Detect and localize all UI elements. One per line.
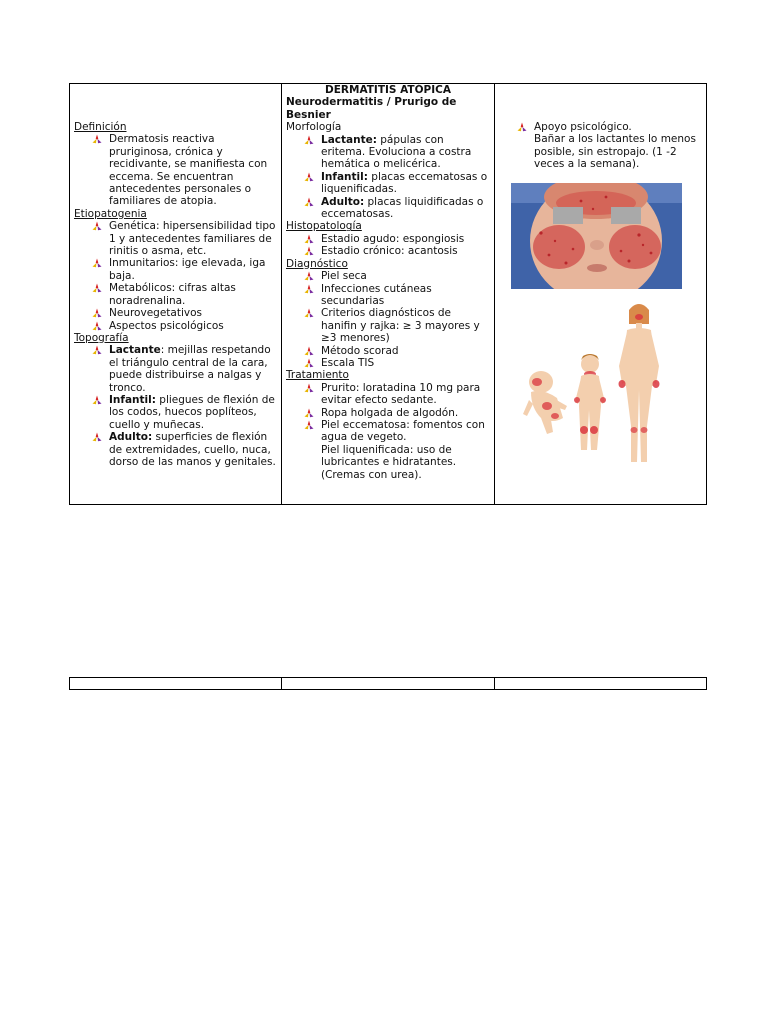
list-diagnostico [286, 270, 490, 369]
bullet-icon [304, 358, 314, 368]
list-etiopatogenia [74, 220, 277, 332]
heading-etiopatogenia: Etiopatogenia [74, 207, 147, 220]
list-item: Inmunitarios: ige elevada, iga baja. [109, 257, 277, 282]
bullet-icon [92, 345, 102, 355]
bullet-icon [304, 234, 314, 244]
list-morfologia [286, 134, 490, 221]
empty-table [69, 677, 707, 690]
empty-cell [70, 678, 282, 689]
list-item: Estadio agudo: espongiosis [321, 233, 490, 245]
heading-topografia: Topografía [74, 331, 129, 344]
body-distribution-figure [523, 302, 683, 470]
list-item: Ropa holgada de algodón. [321, 407, 490, 419]
list-item: Estadio crónico: acantosis [321, 245, 490, 257]
list-item: Aspectos psicológicos [109, 320, 277, 332]
list-topografia [74, 344, 277, 468]
heading-tratamiento: Tratamiento [286, 369, 349, 382]
heading-histopatologia: Histopatología [286, 220, 362, 233]
list-histopatologia [286, 233, 490, 258]
list-item: Metabólicos: cifras altas noradrenalina. [109, 282, 277, 307]
list-item: Adulto: superficies de flexión de extremidades, cuello, nuca, dorso de las manos y genitales. [109, 431, 277, 468]
bullet-icon [304, 172, 314, 182]
main-table [69, 83, 707, 505]
bullet-icon [304, 197, 314, 207]
bullet-icon [92, 395, 102, 405]
column-left [70, 84, 282, 504]
list-item: Adulto: placas liquidificadas o eccematosas. [321, 196, 490, 221]
column-middle [282, 84, 495, 504]
list-item: Infecciones cutáneas secundarias [321, 283, 490, 308]
bullet-icon [304, 135, 314, 145]
list-item: Método scorad [321, 345, 490, 357]
bullet-icon [92, 283, 102, 293]
list-definicion [74, 133, 277, 207]
bullet-icon [304, 246, 314, 256]
list-item: Criterios diagnósticos de hanifin y rajka: ≥ 3 mayores y ≥3 menores) [321, 307, 490, 344]
bullet-icon [517, 122, 527, 132]
cuidados-continuation: Bañar a los lactantes lo menos posible, sin estropajo. (1 -2 veces a la semana). [534, 133, 696, 171]
list-item: Apoyo psicológico. [534, 121, 702, 133]
empty-cell [495, 678, 706, 689]
list-item: Neurovegetativos [109, 307, 277, 319]
baby-face-photo [511, 183, 682, 289]
bullet-icon [304, 420, 314, 430]
heading-diagnostico: Diagnóstico [286, 257, 348, 270]
list-item: Lactante: mejillas respetando el triángulo central de la cara, puede distribuirse a nalgas y tronco. [109, 344, 277, 394]
list-item: Infantil: placas eccematosas o liquenificadas. [321, 171, 490, 196]
bullet-icon [92, 321, 102, 331]
bullet-icon [92, 432, 102, 442]
list-tratamiento [286, 382, 490, 444]
list-cuidados [499, 121, 702, 133]
list-item: Infantil: pliegues de flexión de los codos, huecos poplíteos, cuello y muñecas. [109, 394, 277, 431]
bullet-icon [304, 284, 314, 294]
bullet-icon [92, 134, 102, 144]
bullet-icon [304, 346, 314, 356]
bullet-icon [304, 308, 314, 318]
list-item: Prurito: loratadina 10 mg para evitar efecto sedante. [321, 382, 490, 407]
list-item: Genética: hipersensibilidad tipo 1 y antecedentes familiares de rinitis o asma, etc. [109, 220, 277, 257]
empty-cell [282, 678, 495, 689]
tratamiento-continuation: Piel liquenificada: uso de lubricantes e hidratantes. (Cremas con urea). [321, 443, 457, 481]
page-title: DERMATITIS ATÓPICA [325, 84, 451, 96]
page-subtitle: Neurodermatitis / Prurigo de Besnier [286, 96, 457, 121]
list-item: Piel seca [321, 270, 490, 282]
bullet-icon [304, 408, 314, 418]
heading-definicion: Definición [74, 121, 127, 133]
list-item: Escala TIS [321, 357, 490, 369]
column-right [495, 84, 706, 504]
list-item: Lactante: pápulas con eritema. Evoluciona a costra hemática o melicérica. [321, 134, 490, 171]
list-item: Piel eccematosa: fomentos con agua de vegeto. [321, 419, 490, 444]
heading-morfologia: Morfología [286, 121, 342, 134]
bullet-icon [92, 258, 102, 268]
bullet-icon [304, 271, 314, 281]
bullet-icon [92, 308, 102, 318]
bullet-icon [92, 221, 102, 231]
list-item: Dermatosis reactiva pruriginosa, crónica y recidivante, se manifiesta con eccema. Se encuentran antecedentes personales o familiares de atopia. [109, 133, 277, 207]
bullet-icon [304, 383, 314, 393]
